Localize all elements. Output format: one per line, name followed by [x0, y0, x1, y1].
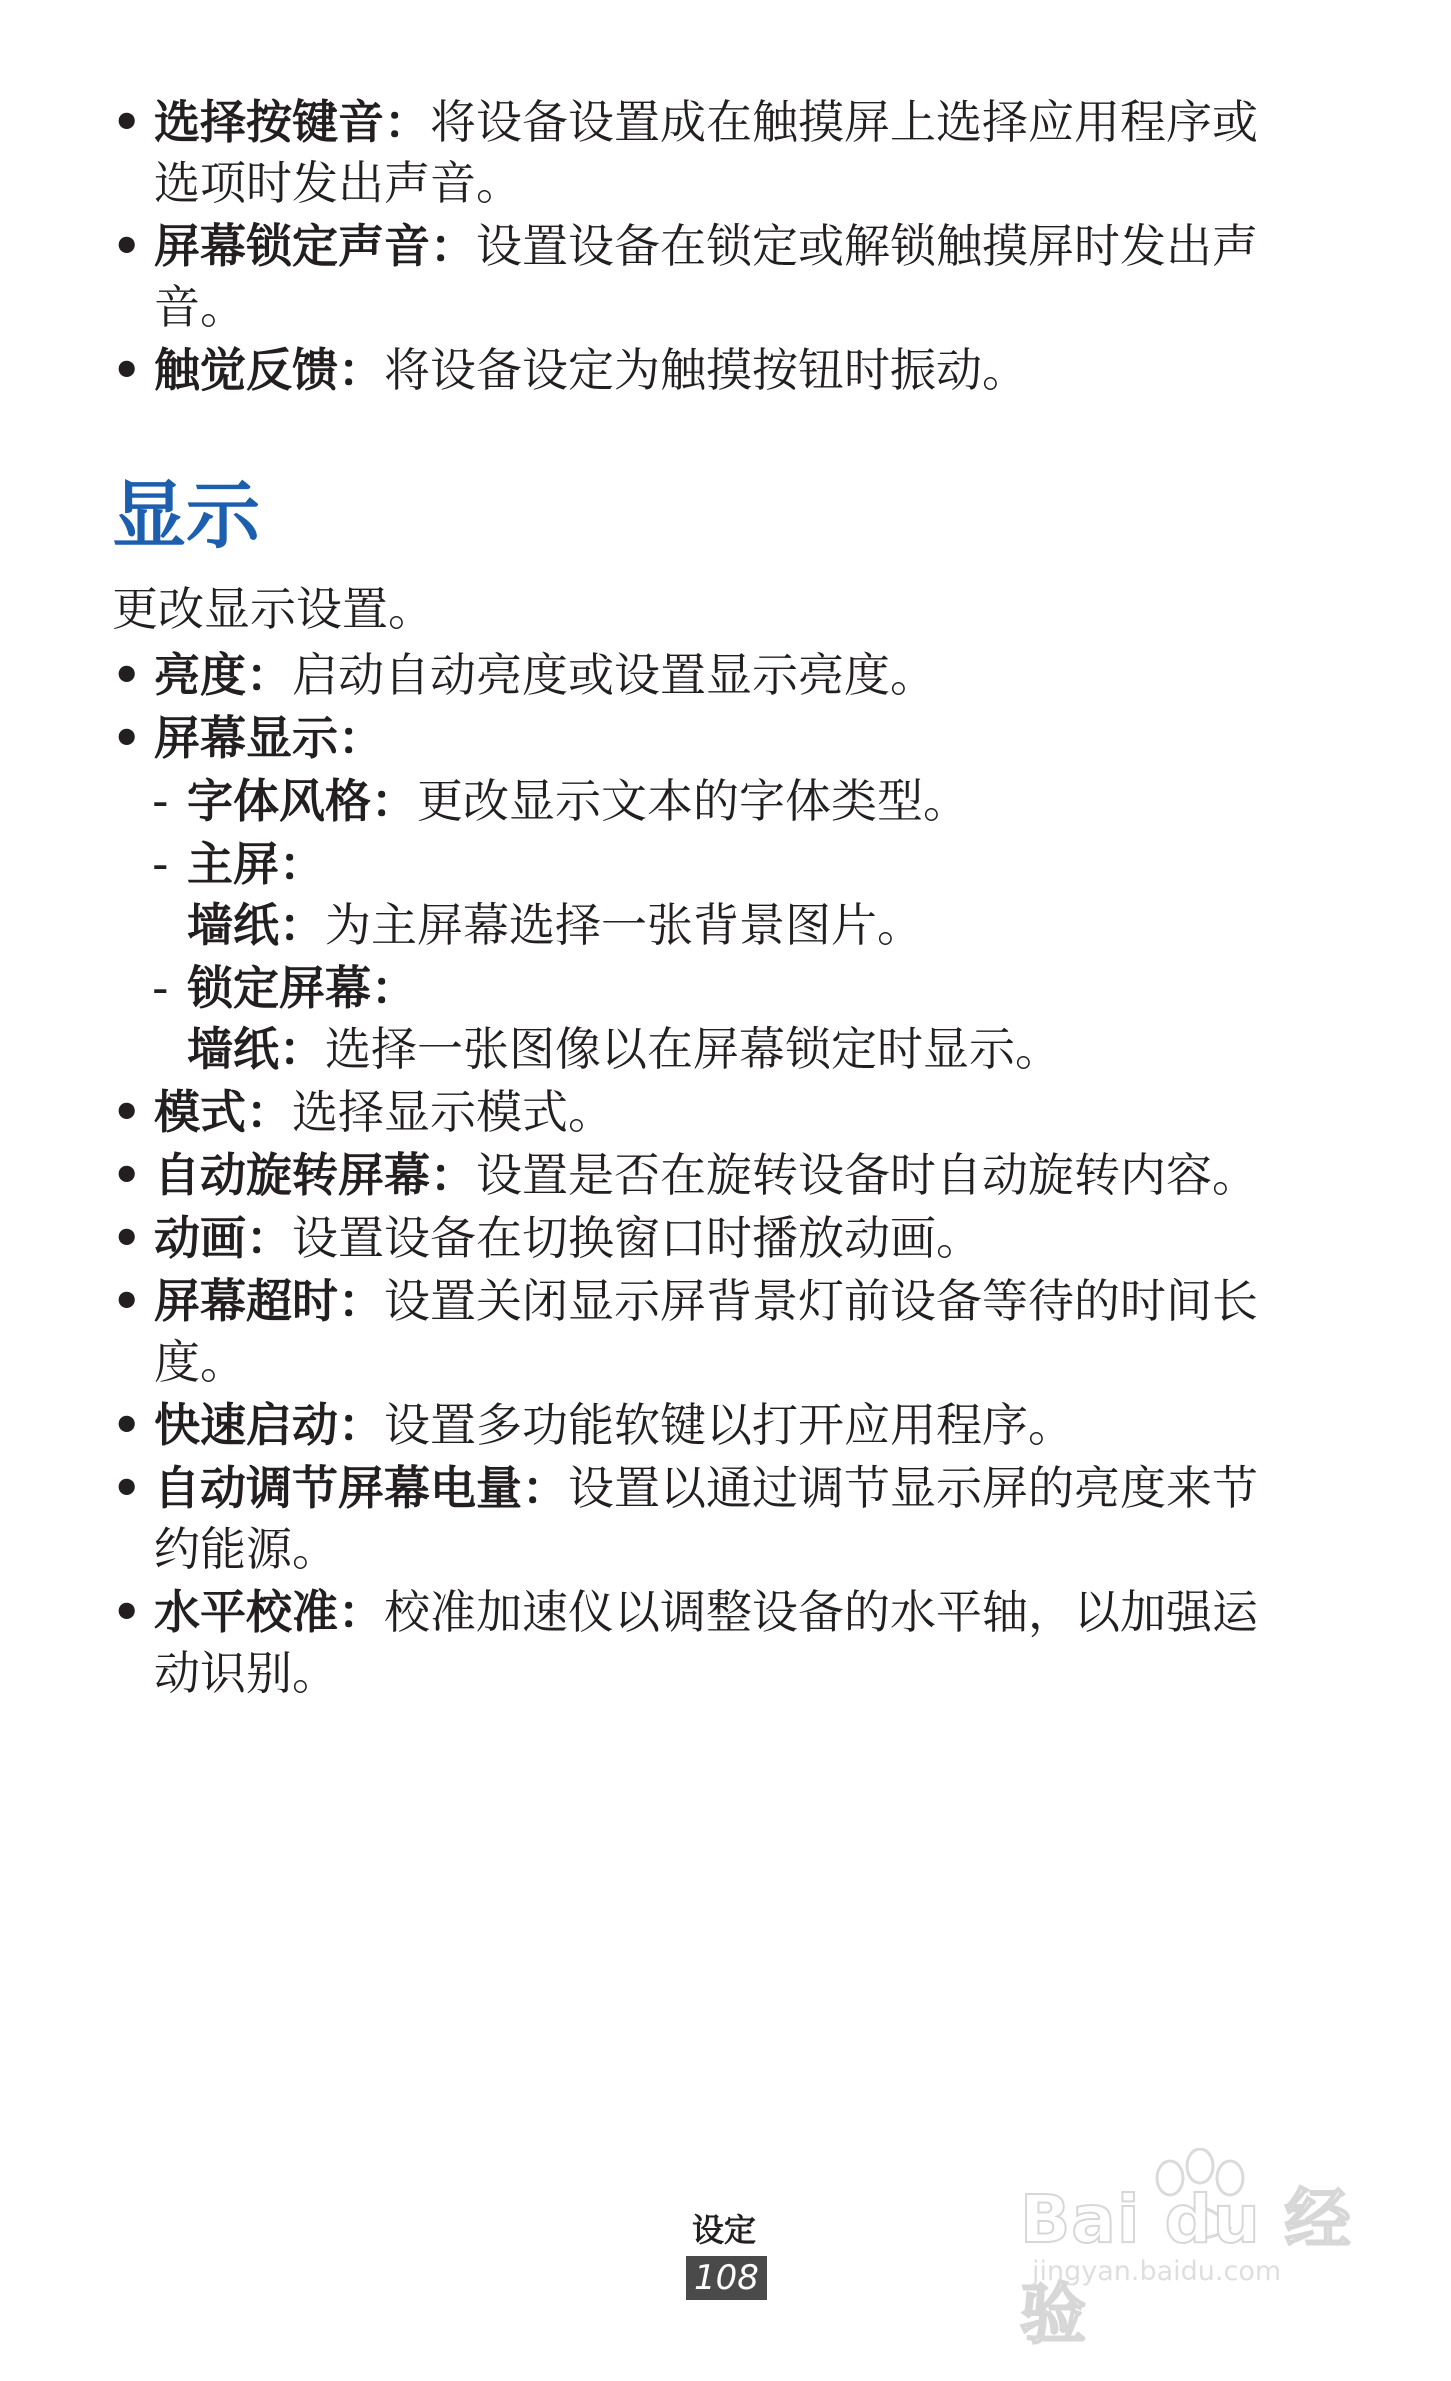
subitem-lock-screen [112, 958, 1302, 1080]
list-item-lock-sound [112, 216, 1302, 338]
item-term: 模式： [154, 1085, 292, 1139]
list-item-haptic [112, 340, 1302, 401]
bullet: • [112, 1461, 142, 1515]
item-term: 屏幕锁定声音： [154, 219, 476, 273]
list-item-brightness [112, 645, 1302, 706]
item-term: 水平校准： [154, 1585, 384, 1639]
item-term: 触觉反馈： [154, 343, 384, 397]
item-term: 自动调节屏幕电量： [154, 1461, 568, 1515]
list-item-auto-power [112, 1458, 1302, 1580]
item-desc: 选择显示模式。 [292, 1085, 614, 1139]
list-item-auto-rotate [112, 1145, 1302, 1206]
item-term: 屏幕超时： [154, 1274, 384, 1328]
bullet: • [112, 711, 142, 765]
bullet: • [112, 343, 142, 397]
detail-desc: 为主屏幕选择一张背景图片。 [325, 898, 923, 952]
bullet: • [112, 219, 142, 273]
list-item-screen-timeout [112, 1271, 1302, 1393]
subitem-heading [187, 958, 1302, 1019]
page-number: 108 [686, 2256, 767, 2300]
item-desc: 设置关闭显示屏背景灯前设备等待的时间长度。 [154, 1274, 1258, 1389]
item-desc: 设置设备在锁定或解锁触摸屏时发出声音。 [154, 219, 1258, 334]
item-desc: 校准加速仪以调整设备的水平轴，以加强运动识别。 [154, 1585, 1258, 1700]
item-desc: 将设备设置成在触摸屏上选择应用程序或选项时发出声音。 [154, 95, 1258, 210]
section-intro: 更改显示设置。 [112, 582, 434, 636]
item-desc: 启动自动亮度或设置显示亮度。 [292, 648, 936, 702]
item-term: 动画： [154, 1211, 292, 1265]
page-footer [686, 2210, 762, 2300]
item-desc: 设置以通过调节显示屏的亮度来节约能源。 [154, 1461, 1258, 1576]
watermark-url: jingyan.baidu.com [1032, 2256, 1282, 2287]
subitem-detail [187, 1019, 1302, 1080]
subitem-desc: 更改显示文本的字体类型。 [417, 774, 969, 828]
bullet: • [112, 1274, 142, 1328]
bullet: • [112, 1148, 142, 1202]
list-item-calibration [112, 1582, 1302, 1704]
item-term: 快速启动： [154, 1398, 384, 1452]
list-item-screen-display [112, 708, 1302, 769]
footer-chapter-label: 设定 [691, 2211, 756, 2249]
baidu-watermark [1020, 2148, 1360, 2353]
item-term: 屏幕显示： [154, 711, 384, 765]
subitem-term: 锁定屏幕： [187, 961, 417, 1015]
dash: - [152, 837, 169, 891]
bullet: • [112, 1211, 142, 1265]
list-item-quick-launch [112, 1395, 1302, 1456]
bullet: • [112, 648, 142, 702]
list-item-animation [112, 1208, 1302, 1269]
item-desc: 将设备设定为触摸按钮时振动。 [384, 343, 1028, 397]
bullet: • [112, 1398, 142, 1452]
detail-desc: 选择一张图像以在屏幕锁定时显示。 [325, 1022, 1061, 1076]
bullet: • [112, 1585, 142, 1639]
dash: - [152, 774, 169, 828]
bullet: • [112, 1085, 142, 1139]
subitem-heading [187, 834, 1302, 895]
item-desc: 设置是否在旋转设备时自动旋转内容。 [476, 1148, 1258, 1202]
item-term: 选择按键音： [154, 95, 430, 149]
section-title: 显示 [112, 473, 260, 559]
bullet: • [112, 95, 142, 149]
subitem-detail [187, 895, 1302, 956]
item-term: 自动旋转屏幕： [154, 1148, 476, 1202]
subitem-home-screen [112, 834, 1302, 956]
item-term: 亮度： [154, 648, 292, 702]
subitem-term: 主屏： [187, 837, 325, 891]
dash: - [152, 961, 169, 1015]
subitem-term: 字体风格： [187, 774, 417, 828]
subitem-font-style [112, 771, 1302, 832]
watermark-logo-text: Bai du 经验 [1020, 2181, 1352, 2353]
detail-term: 墙纸： [187, 1022, 325, 1076]
detail-term: 墙纸： [187, 898, 325, 952]
item-desc: 设置设备在切换窗口时播放动画。 [292, 1211, 982, 1265]
page-content [112, 92, 1302, 1706]
list-item-mode [112, 1082, 1302, 1143]
item-desc: 设置多功能软键以打开应用程序。 [384, 1398, 1074, 1452]
list-item-key-tone [112, 92, 1302, 214]
